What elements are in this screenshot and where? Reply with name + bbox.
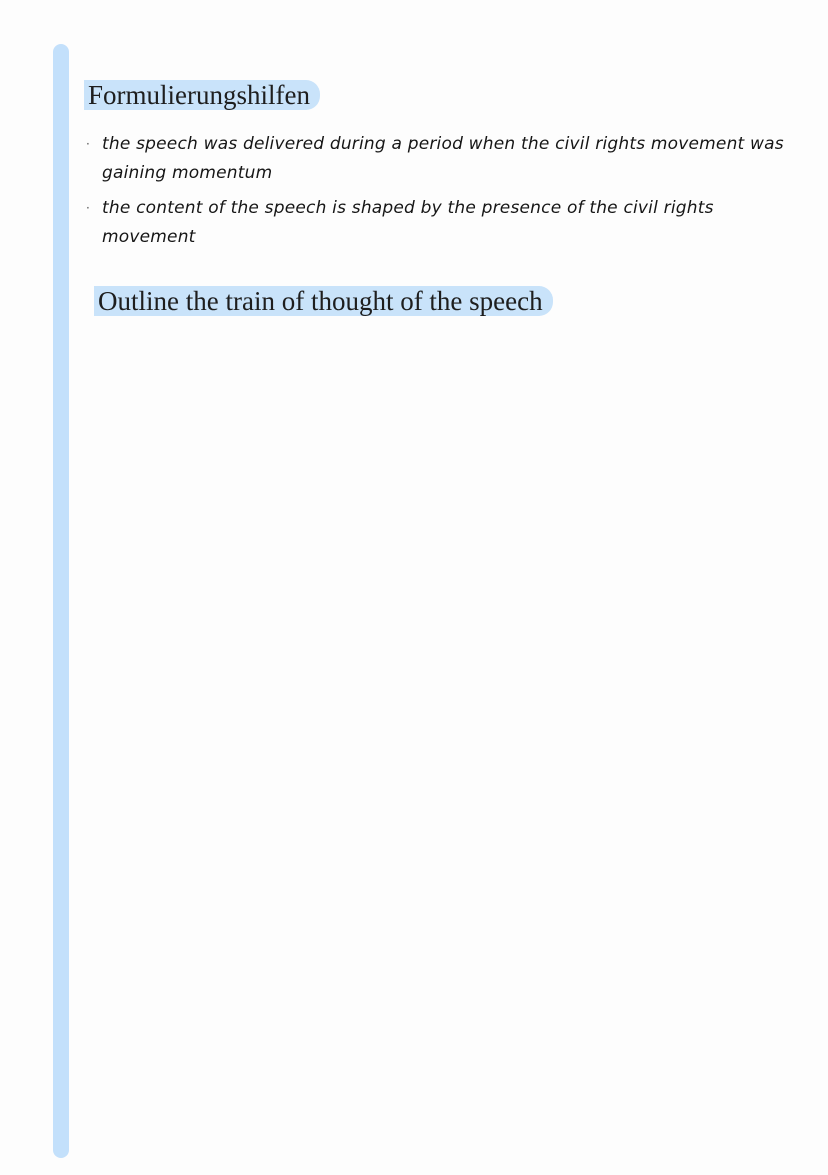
heading-text: Outline the train of thought of the speech — [94, 286, 553, 316]
bullet-text: the content of the speech is shaped by the presence of the civil rights movement — [102, 198, 714, 247]
heading-outline — [94, 284, 553, 318]
margin-bar — [53, 44, 69, 1158]
bullet-text: the speech was delivered during a period when the civil rights movement was gaining momentum — [102, 134, 784, 183]
bullet-list — [84, 130, 794, 252]
heading-text: Formulierungshilfen — [84, 80, 320, 110]
list-item — [84, 194, 794, 252]
bullet-marker: · — [86, 137, 91, 151]
bullet-marker: · — [86, 201, 91, 215]
heading-formulierungshilfen — [84, 78, 320, 112]
list-item — [84, 130, 794, 188]
